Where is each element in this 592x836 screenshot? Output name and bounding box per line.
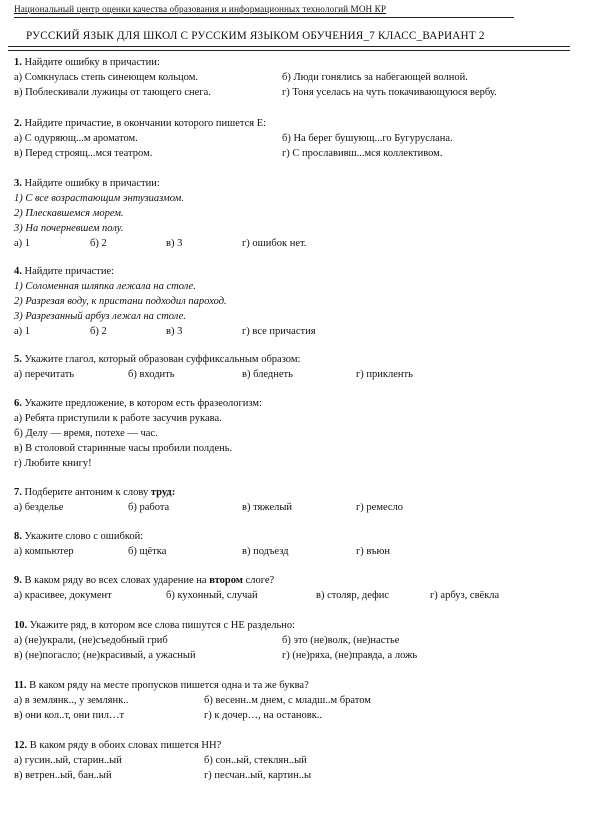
option-a: а) С одуряющ...м ароматом. — [14, 133, 138, 144]
question-10 — [14, 618, 574, 663]
question-text: Укажите предложение, в котором есть фразеологизм: — [24, 398, 262, 409]
option-b: б) 2 — [90, 326, 107, 337]
sentence-2: 2) Разрезая воду, к пристани подходил пароход. — [14, 296, 227, 307]
question-text: Найдите причастие: — [24, 266, 115, 277]
sentence-2: 2) Плескавшемся морем. — [14, 208, 124, 219]
option-a: а) перечитать — [14, 369, 75, 380]
option-c: в) подъезд — [242, 546, 289, 557]
option-a: а) безделье — [14, 502, 64, 513]
question-4 — [14, 264, 574, 339]
sentence-3: 3) Разрезанный арбуз лежал на столе. — [14, 311, 186, 322]
option-c: в) тяжелый — [242, 502, 293, 513]
option-c: в) (не)погасло; (не)красивый, а ужасный — [14, 650, 196, 661]
option-d: г) С прославивш...мся коллективом. — [282, 148, 443, 159]
question-text-after: слоге? — [245, 575, 275, 586]
question-8 — [14, 529, 574, 559]
question-number: 2. — [14, 118, 22, 129]
question-text: Найдите причастие, в окончании которого пишется Е: — [24, 118, 267, 129]
option-d: г) прикленть — [356, 369, 413, 380]
question-5 — [14, 352, 574, 382]
question-2 — [14, 116, 574, 161]
option-b: б) весенн..м днем, с младш..м братом — [204, 695, 371, 706]
option-c: в) 3 — [166, 238, 183, 249]
question-3 — [14, 176, 574, 251]
sentence-3: 3) На почерневшем полу. — [14, 223, 124, 234]
option-b: б) кухонный, случай — [166, 590, 258, 601]
question-number: 9. — [14, 575, 22, 586]
question-number: 10. — [14, 620, 28, 631]
question-number: 1. — [14, 57, 22, 68]
option-b: б) Люди гонялись за набегающей волной. — [282, 72, 468, 83]
question-text: В каком ряду на месте пропусков пишется одна и та же буква? — [29, 680, 309, 691]
option-a: а) (не)украли, (не)съедобный гриб — [14, 635, 168, 646]
option-a: а) гусин..ый, старин..ый — [14, 755, 122, 766]
test-title: РУССКИЙ ЯЗЫК ДЛЯ ШКОЛ С РУССКИМ ЯЗЫКОМ ОБУЧЕНИЯ_7 КЛАСС_ВАРИАНТ 2 — [26, 30, 485, 42]
option-a: а) в землянк.., у землянк.. — [14, 695, 129, 706]
question-number: 7. — [14, 487, 22, 498]
option-b: б) сон..ый, стеклян..ый — [204, 755, 307, 766]
sentence-1: 1) С все возрастающим энтузиазмом. — [14, 193, 184, 204]
title-divider — [8, 46, 570, 51]
option-a: а) компьютер — [14, 546, 74, 557]
option-d: г) песчан..ый, картин..ы — [204, 770, 311, 781]
option-c: в) ветрен..ый, бан..ый — [14, 770, 112, 781]
option-c: в) Перед строящ...мся театром. — [14, 148, 153, 159]
option-b: б) работа — [128, 502, 170, 513]
question-1 — [14, 55, 574, 100]
option-b: б) Делу — время, потехе — час. — [14, 428, 158, 439]
option-b: б) это (не)волк, (не)настье — [282, 635, 400, 646]
option-c: в) 3 — [166, 326, 183, 337]
option-b: б) 2 — [90, 238, 107, 249]
option-d: г) Тоня уселась на чуть покачивающуюся вербу. — [282, 87, 497, 98]
institution-header: Национальный центр оценки качества образования и информационных технологий МОН КР — [14, 4, 387, 14]
question-number: 11. — [14, 680, 27, 691]
keyword: труд: — [150, 487, 176, 498]
question-7 — [14, 485, 574, 515]
option-a: а) 1 — [14, 326, 31, 337]
sentence-1: 1) Соломенная шляпка лежала на столе. — [14, 281, 196, 292]
question-number: 4. — [14, 266, 22, 277]
option-c: в) они кол..т, они пил…т — [14, 710, 125, 721]
question-9 — [14, 573, 574, 603]
option-a: а) Ребята приступили к работе засучив рукава. — [14, 413, 222, 424]
option-d: г) ремесло — [356, 502, 404, 513]
option-d: г) все причастия — [242, 326, 316, 337]
question-6 — [14, 396, 574, 471]
option-c: в) столяр, дефис — [316, 590, 390, 601]
keyword: втором — [209, 575, 243, 586]
option-c: в) Поблескивали лужицы от тающего снега. — [14, 87, 211, 98]
question-text: Укажите глагол, который образован суффиксальным образом: — [24, 354, 301, 365]
question-12 — [14, 738, 574, 783]
option-b: б) входить — [128, 369, 175, 380]
question-text-before: В каком ряду во всех словах ударение на — [24, 575, 207, 586]
option-d: г) въюн — [356, 546, 391, 557]
option-d: г) к дочер…, на остановк.. — [204, 710, 323, 721]
question-text: Укажите слово с ошибкой: — [24, 531, 144, 542]
option-d: г) арбуз, свёкла — [430, 590, 500, 601]
option-c: в) бледнеть — [242, 369, 293, 380]
option-d: г) ошибок нет. — [242, 238, 307, 249]
question-text: Найдите ошибку в причастии: — [24, 57, 160, 68]
question-number: 8. — [14, 531, 22, 542]
header-underline — [14, 17, 514, 18]
option-a: а) красивее, документ — [14, 590, 112, 601]
question-text: Найдите ошибку в причастии: — [24, 178, 160, 189]
question-number: 3. — [14, 178, 22, 189]
option-a: а) Сомкнулась степь синеющем кольцом. — [14, 72, 198, 83]
option-b: б) На берег бушующ...го Бугуруслана. — [282, 133, 453, 144]
question-number: 5. — [14, 354, 22, 365]
question-number: 12. — [14, 740, 28, 751]
option-d: г) Любите книгу! — [14, 458, 92, 469]
option-b: б) щётка — [128, 546, 167, 557]
question-text: В каком ряду в обоих словах пишется НН? — [29, 740, 222, 751]
option-d: г) (не)ряха, (не)правда, а ложь — [282, 650, 418, 661]
question-11 — [14, 678, 574, 723]
question-number: 6. — [14, 398, 22, 409]
question-text: Подберите антоним к слову — [24, 487, 149, 498]
option-c: в) В столовой старинные часы пробили полдень. — [14, 443, 233, 454]
option-a: а) 1 — [14, 238, 31, 249]
question-text: Укажите ряд, в котором все слова пишутся с НЕ раздельно: — [29, 620, 296, 631]
